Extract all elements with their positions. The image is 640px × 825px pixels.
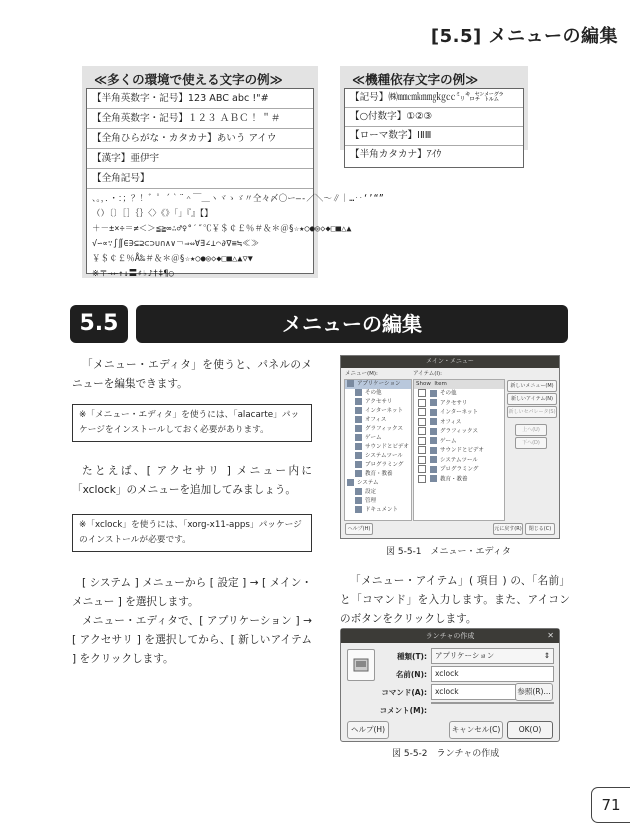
category-icon <box>430 437 437 444</box>
symbol-line: √∽∝∵∫∬∈∋⊆⊇⊂⊃∪∩∧∨￢⇒⇔∀∃∠⊥⌒∂∇≡≒≪≫ <box>92 238 260 248</box>
symbol-line: （）〔〕［］｛｝〈〉《》「」『』【】 <box>92 208 213 218</box>
menu-tree-label: その他 <box>365 390 382 396</box>
show-checkbox[interactable] <box>418 446 426 454</box>
category-icon <box>430 418 437 425</box>
move-down-button[interactable]: 下へ(D) <box>515 437 547 449</box>
category-icon <box>430 390 437 397</box>
item-label: アクセサリ <box>440 400 468 406</box>
menu-editor-window <box>340 355 560 539</box>
item-list-header <box>414 380 504 389</box>
show-checkbox[interactable] <box>418 437 426 445</box>
show-checkbox[interactable] <box>418 475 426 483</box>
category-icon <box>355 407 362 414</box>
col-item: Item <box>434 381 447 387</box>
figure-caption: 図 5-5-1 メニュー・エディタ <box>386 547 511 557</box>
show-checkbox[interactable] <box>418 456 426 464</box>
menu-tree-item[interactable] <box>345 461 411 470</box>
menu-tree-label: インターネット <box>365 408 404 414</box>
help-button[interactable]: ヘルプ(H) <box>345 523 373 535</box>
category-icon <box>347 479 354 486</box>
char-row: 【全角英数字・記号】１２３ ＡＢＣ ！＂＃ <box>87 109 313 129</box>
platform-dependent-box <box>340 66 528 160</box>
menu-tree-label: サウンドとビデオ <box>365 444 409 450</box>
category-icon <box>430 466 437 473</box>
figure-caption: 図 5-5-2 ランチャの作成 <box>392 749 500 759</box>
menu-tree-item[interactable] <box>345 416 411 425</box>
item-label: ゲーム <box>440 438 457 444</box>
category-icon <box>347 380 354 387</box>
new-item-button[interactable]: 新しいアイテム(N) <box>507 393 557 405</box>
char-row: 【半角カタカナ】ｱｲｳ <box>350 149 442 160</box>
col-show: Show <box>416 381 431 387</box>
close-button[interactable]: 閉じる(C) <box>525 523 555 535</box>
comment-label: コメント(M): <box>379 706 427 715</box>
platform-dependent-table <box>344 88 524 168</box>
create-launcher-dialog <box>340 628 560 742</box>
char-row: 【○付数字】①②③ <box>345 108 523 127</box>
note-box: ※「xclock」を使うには、「xorg-x11-apps」パッケージのインストールが必要です。 <box>72 514 312 552</box>
close-icon[interactable]: ✕ <box>547 631 554 640</box>
menu-tree-label: 設定 <box>365 489 377 495</box>
page-number: 71 <box>591 787 630 823</box>
item-list-row[interactable] <box>414 408 504 418</box>
menu-tree-item[interactable] <box>345 389 411 398</box>
menu-tree-item[interactable] <box>345 488 411 497</box>
dialog-title: ランチャの作成 <box>425 632 475 640</box>
menu-tree-label: 管理 <box>365 498 377 504</box>
category-icon <box>355 416 362 423</box>
menu-tree-item[interactable] <box>345 380 411 389</box>
item-list-row[interactable] <box>414 389 504 399</box>
char-row: 【全角ひらがな・カタカナ】あいう アイウ <box>87 129 313 149</box>
revert-button[interactable]: 元に戻す(R) <box>493 523 523 535</box>
item-list-row[interactable] <box>414 446 504 456</box>
name-field[interactable]: xclock <box>431 666 554 682</box>
menu-tree-label: 教育・教養 <box>365 471 393 477</box>
item-list-row[interactable] <box>414 427 504 437</box>
paragraph: [ システム ] メニューから [ 設定 ] → [ メイン・メニュー ] を選択します。 <box>72 577 312 608</box>
item-label: グラフィックス <box>440 428 479 435</box>
menu-tree-item[interactable] <box>345 398 411 407</box>
menu-tree-label: システム <box>357 480 379 486</box>
item-list-row[interactable] <box>414 399 504 409</box>
category-icon <box>355 425 362 432</box>
item-label: プログラミング <box>440 466 479 473</box>
menu-tree-item[interactable] <box>345 452 411 461</box>
category-icon <box>355 452 362 459</box>
show-checkbox[interactable] <box>418 408 426 416</box>
symbol-block <box>87 189 385 283</box>
category-icon <box>430 428 437 435</box>
item-label: サウンドとビデオ <box>440 447 484 454</box>
section-number: 5.5 <box>70 305 128 343</box>
section-title: メニューの編集 <box>136 305 568 343</box>
ok-button[interactable]: OK(O) <box>507 721 553 739</box>
menu-tree-item[interactable] <box>345 443 411 452</box>
category-icon <box>430 409 437 416</box>
symbol-line: ＋－±×÷＝≠＜＞≦≧∞∴♂♀°′″℃￥＄￠￡％＃＆＊＠§☆★○●◎◇◆□■△▲ <box>92 223 352 233</box>
char-row: 【漢字】亜伊宇 <box>87 149 313 169</box>
new-menu-button[interactable]: 新しいメニュー(M) <box>507 380 557 392</box>
type-value: アプリケーション <box>435 651 495 660</box>
category-icon <box>430 399 437 406</box>
window-titlebar: メイン・メニュー <box>341 356 559 368</box>
category-icon <box>355 497 362 504</box>
paragraph: 「メニュー・アイテム」( 項目 ) の、「名前」と「コマンド」を入力します。また、アイコンのボタンをクリックします。 <box>340 575 570 625</box>
symbol-line: ※〒→←↑↓〓♯♭♪†‡¶◯ <box>92 268 175 278</box>
comment-field[interactable] <box>431 702 554 704</box>
item-list-row[interactable] <box>414 456 504 466</box>
show-checkbox[interactable] <box>418 389 426 397</box>
menu-tree-label: アプリケーション <box>357 381 401 387</box>
paragraph: たとえば、[ アクセサリ ] メニュー内に「xclock」のメニューを追加してみましょう。 <box>72 465 312 496</box>
show-checkbox[interactable] <box>418 465 426 473</box>
menu-tree-label: ゲーム <box>365 435 382 441</box>
category-icon <box>355 389 362 396</box>
command-field[interactable]: xclock <box>431 684 516 700</box>
launcher-icon <box>348 650 374 680</box>
item-list-row[interactable] <box>414 418 504 428</box>
item-list-row[interactable] <box>414 465 504 475</box>
item-list[interactable] <box>413 379 505 521</box>
menu-tree-label: プログラミング <box>365 462 404 468</box>
common-characters-box <box>82 66 385 278</box>
menu-tree-label: オフィス <box>365 417 387 423</box>
category-icon <box>430 456 437 463</box>
show-checkbox[interactable] <box>418 399 426 407</box>
menus-label: メニュー(M): <box>345 371 378 377</box>
menu-tree-item[interactable] <box>345 425 411 434</box>
common-characters-table <box>86 88 385 278</box>
menu-tree-label: グラフィックス <box>365 426 404 432</box>
item-label: 教育・教養 <box>440 476 468 482</box>
menu-tree-item[interactable] <box>345 470 411 479</box>
menu-tree-item[interactable] <box>345 497 411 506</box>
category-icon <box>355 470 362 477</box>
category-icon <box>355 506 362 513</box>
chevron-updown-icon: ⇕ <box>543 651 550 660</box>
menu-tree-label: アクセサリ <box>365 399 393 405</box>
item-list-row[interactable] <box>414 437 504 447</box>
category-icon <box>355 398 362 405</box>
name-label: 名前(N): <box>395 670 427 679</box>
paragraph: 「メニュー・エディタ」を使うと、パネルのメニューを編集できます。 <box>72 359 312 390</box>
launcher-icon-button[interactable] <box>347 649 375 681</box>
item-label: その他 <box>440 390 457 397</box>
help-button[interactable]: ヘルプ(H) <box>347 721 389 739</box>
category-icon <box>430 475 437 482</box>
menu-tree[interactable] <box>344 379 412 521</box>
menu-tree-label: システムツール <box>365 453 403 459</box>
symbol-line: 、。，．・：；？！゛゜´｀¨＾￣＿ヽヾゝゞ〃仝々〆〇ー―‐／＼～∥｜…‥‘’“” <box>92 193 385 203</box>
menu-tree-item[interactable] <box>345 479 411 488</box>
platform-dependent-title: ≪機種依存文字の例≫ <box>352 72 479 87</box>
menu-tree-item[interactable] <box>345 434 411 443</box>
type-label: 種類(T): <box>397 652 427 661</box>
symbol-line: ￥＄￠￡％Å‰＃＆＊＠§☆★○●◎◇◆□■△▲▽▼ <box>92 253 254 263</box>
category-icon <box>355 434 362 441</box>
category-icon <box>355 488 362 495</box>
menu-tree-item[interactable] <box>345 407 411 416</box>
common-characters-title: ≪多くの環境で使える文字の例≫ <box>94 72 283 87</box>
paragraph: メニュー・エディタで、[ アプリケーション ] → [ アクセサリ ] を選択してから、[ 新しいアイテム ] をクリックします。 <box>72 615 312 665</box>
type-select[interactable] <box>431 648 554 664</box>
new-separator-button[interactable]: 新しいセパレータ(S) <box>507 406 557 418</box>
item-label: インターネット <box>440 409 479 416</box>
category-icon <box>430 447 437 454</box>
char-row: 【半角英数字・記号】123 ABC abc !"# <box>87 89 313 109</box>
item-list-row[interactable] <box>414 475 504 485</box>
char-row: 【ローマ数字】ⅠⅡⅢ <box>345 127 523 146</box>
char-row: 【記号】㈱㎜㎝㎞㎎㎏㏄㍉㌔㌢㍍㌘ <box>345 89 523 108</box>
move-up-button[interactable]: 上へ(U) <box>515 424 547 436</box>
item-label: オフィス <box>440 419 462 425</box>
show-checkbox[interactable] <box>418 418 426 426</box>
browse-button[interactable]: 参照(R)... <box>515 683 553 701</box>
show-checkbox[interactable] <box>418 427 426 435</box>
command-label: コマンド(A): <box>381 688 427 697</box>
menu-tree-label: ドキュメント <box>365 507 399 513</box>
dialog-titlebar <box>341 629 559 643</box>
running-head: [5.5] メニューの編集 <box>430 26 618 47</box>
menu-tree-item[interactable] <box>345 506 411 515</box>
char-row: 【全角記号】 <box>87 169 313 189</box>
category-icon <box>355 443 362 450</box>
items-label: アイテム(I): <box>413 371 442 377</box>
category-icon <box>355 461 362 468</box>
cancel-button[interactable]: キャンセル(C) <box>449 721 503 739</box>
note-box: ※「メニュー・エディタ」を使うには、「alacarte」パッケージをインストールしておく必要があります。 <box>72 404 312 442</box>
item-label: システムツール <box>440 457 478 463</box>
